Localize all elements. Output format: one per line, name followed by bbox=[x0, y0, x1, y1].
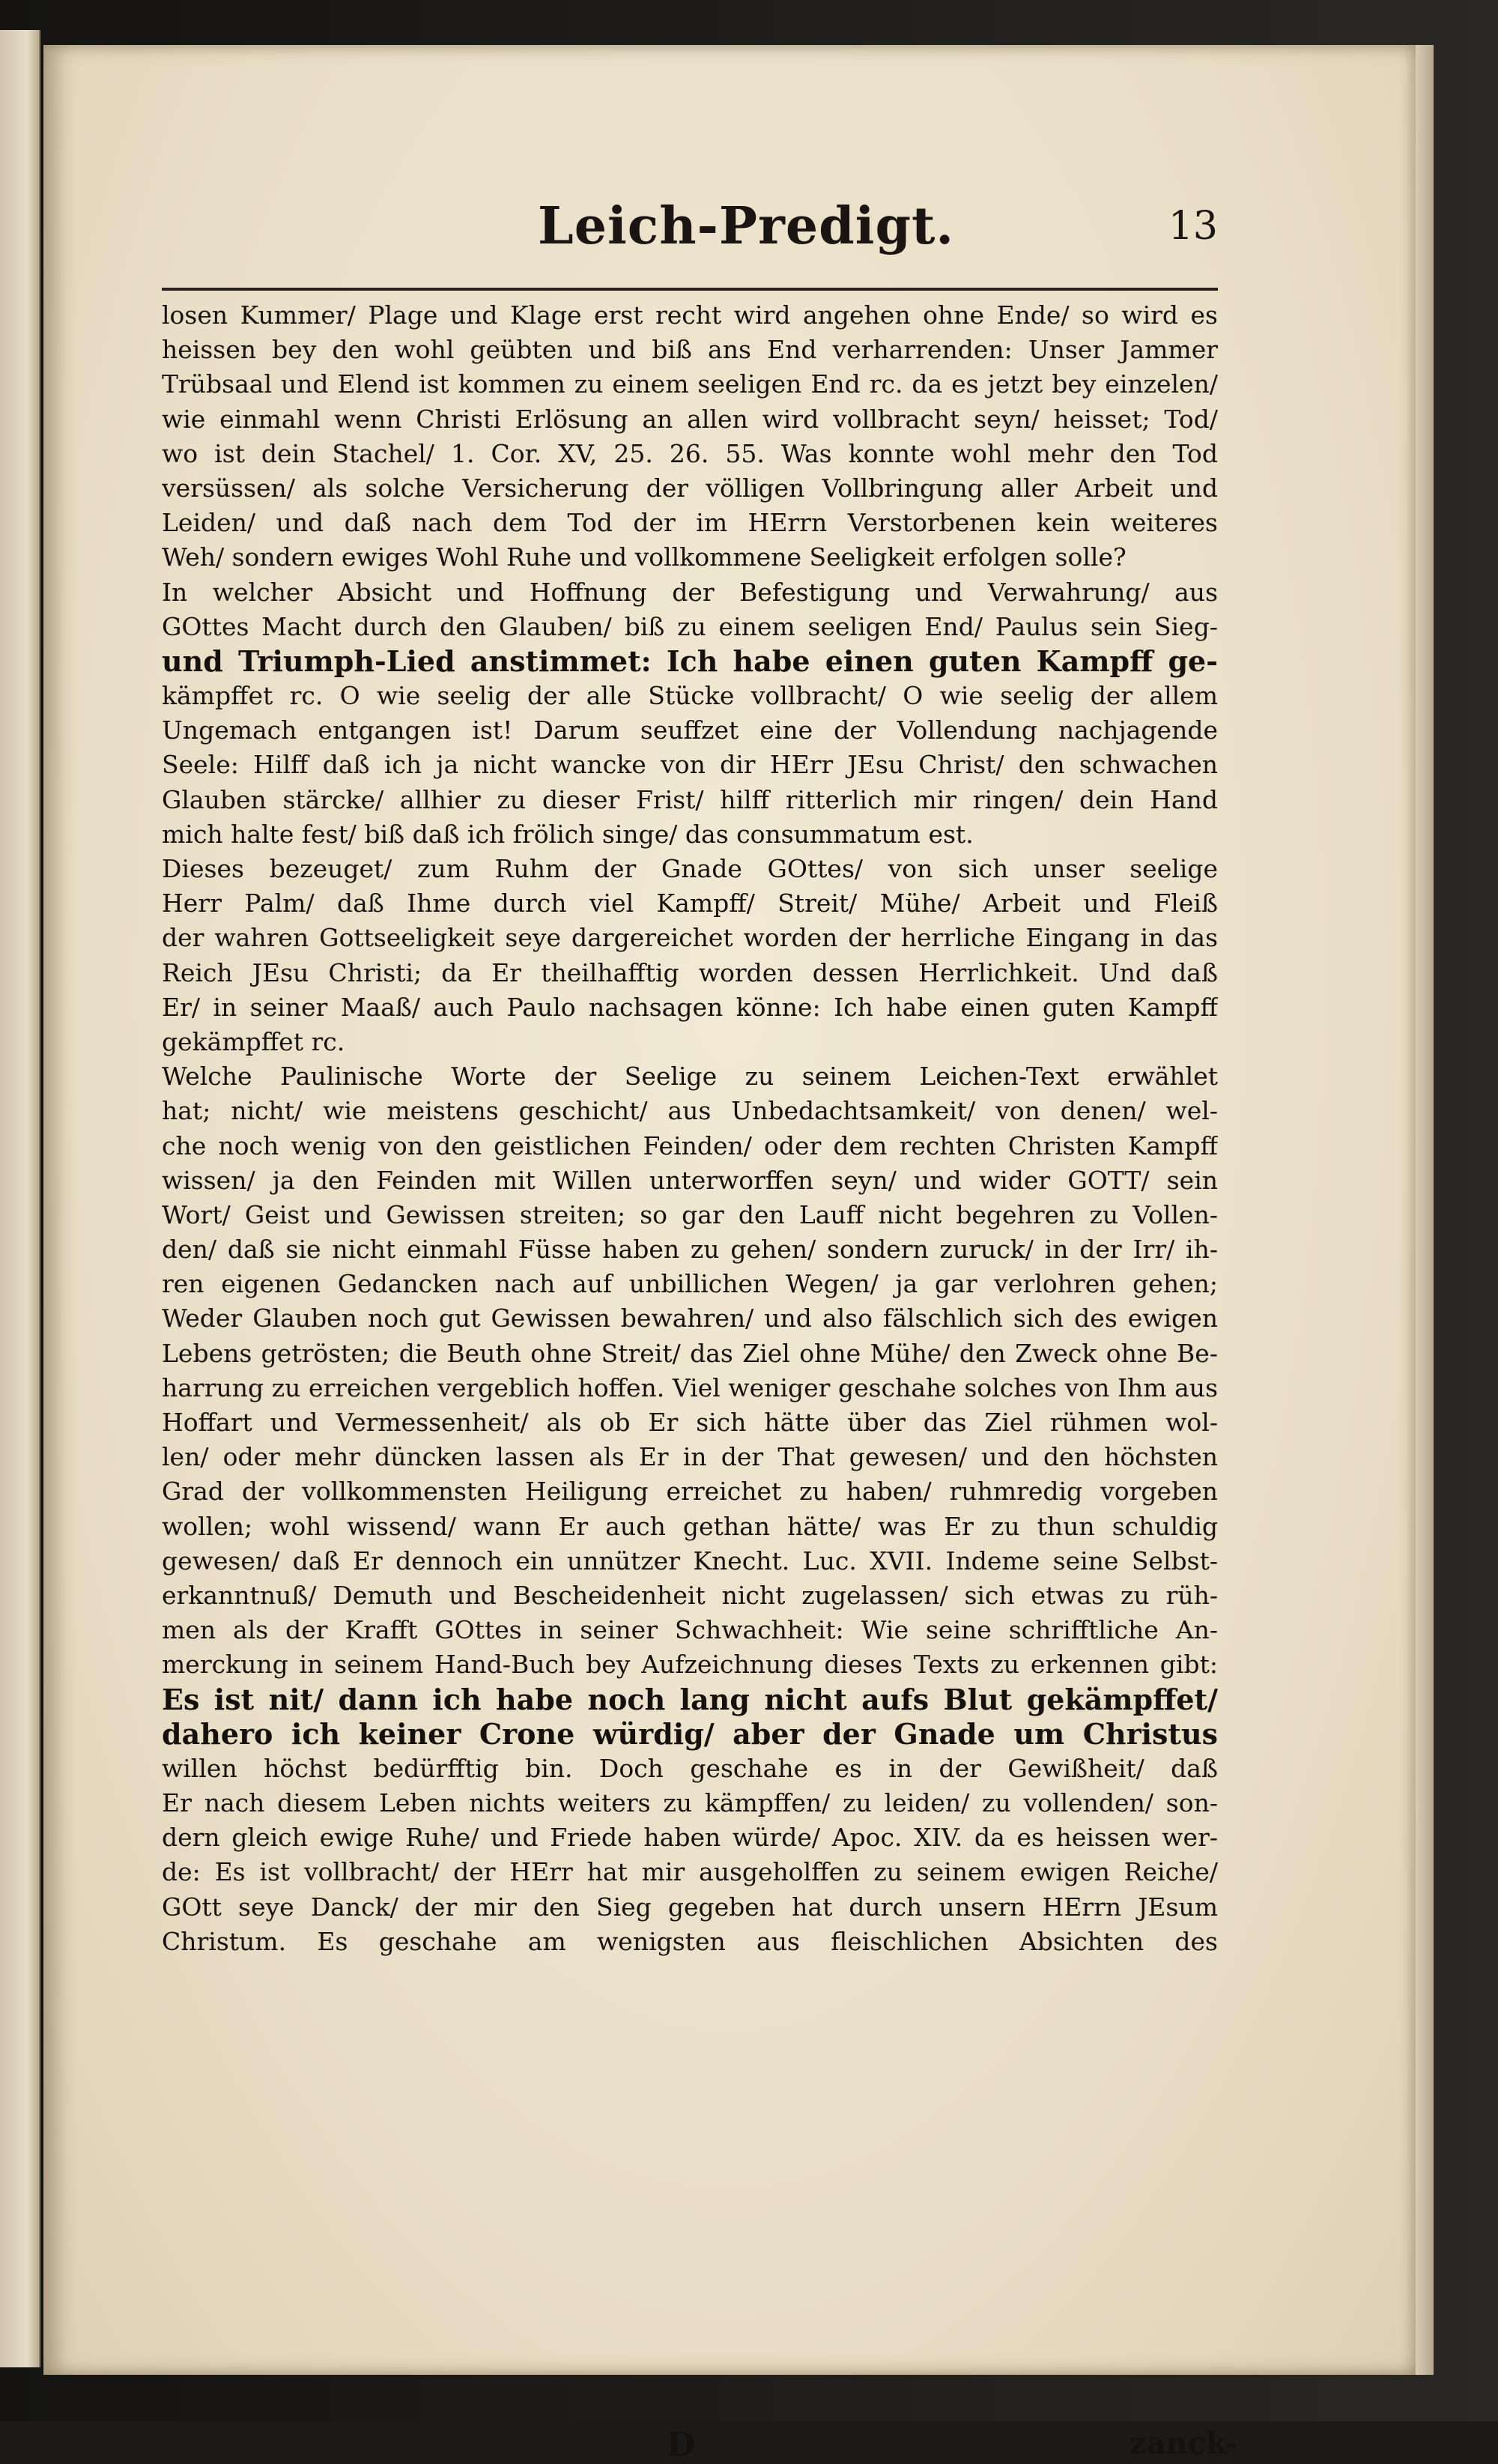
text-line: GOtt seye Danck/ der mir den Sieg gegeben hat durch unsern HErrn JEsum bbox=[162, 1892, 1218, 1922]
text-line: gewesen/ daß Er dennoch ein unnützer Knecht. Luc. XVII. Indeme seine Selbst- bbox=[162, 1546, 1218, 1575]
text-line: hat; nicht/ wie meistens geschicht/ aus Unbedachtsamkeit/ von denen/ wel- bbox=[162, 1096, 1218, 1126]
page-stack-edge bbox=[1414, 45, 1434, 2375]
text-line: Herr Palm/ daß Ihme durch viel Kampff/ Streit/ Mühe/ Arbeit und Fleiß bbox=[162, 889, 1218, 918]
catchword: zanck- bbox=[1129, 2426, 1238, 2461]
text-line: wo ist dein Stachel/ 1. Cor. XV, 25. 26. 55. Was konnte wohl mehr den Tod bbox=[162, 438, 1218, 468]
text-line: Leiden/ und daß nach dem Tod der im HErrn Verstorbenen kein weiteres bbox=[162, 508, 1218, 538]
text-line: wollen; wohl wissend/ wann Er auch gethan hätte/ was Er zu thun schuldig bbox=[162, 1511, 1218, 1541]
text-line: Weder Glauben noch gut Gewissen bewahren/ und also fälschlich sich des ewigen bbox=[162, 1304, 1218, 1334]
text-line: losen Kummer/ Plage und Klage erst recht wird angehen ohne Ende/ so wird es bbox=[162, 300, 1218, 330]
text-line: Trübsaal und Elend ist kommen zu einem seeligen End rc. da es jetzt bey einzelen/ bbox=[162, 369, 1218, 399]
text-line: che noch wenig von den geistlichen Feinden/ oder dem rechten Christen Kampff bbox=[162, 1130, 1218, 1160]
text-line: Hoffart und Vermessenheit/ als ob Er sich hätte über das Ziel rühmen wol- bbox=[162, 1408, 1218, 1437]
text-line: Grad der vollkommensten Heiligung erreichet zu haben/ ruhmredig vorgeben bbox=[162, 1477, 1218, 1507]
text-line: Er/ in seiner Maaß/ auch Paulo nachsagen könne: Ich habe einen guten Kampff bbox=[162, 992, 1218, 1022]
text-line: heissen bey den wohl geübten und biß ans End verharrenden: Unser Jammer bbox=[162, 335, 1218, 365]
text-line: Reich JEsu Christi; da Er theilhafftig worden dessen Herrlichkeit. Und daß bbox=[162, 957, 1218, 987]
page-number: 13 bbox=[1168, 204, 1218, 249]
text-line: erkanntnuß/ Demuth und Bescheidenheit nicht zugelassen/ sich etwas zu rüh- bbox=[162, 1580, 1218, 1610]
text-line: mich halte fest/ biß daß ich frölich singe/ das consummatum est. bbox=[162, 819, 974, 849]
text-line: Welche Paulinische Worte der Seelige zu seinem Leichen-Text erwählet bbox=[162, 1062, 1218, 1092]
text-line: Glauben stärcke/ allhier zu dieser Frist/ hilff ritterlich mir ringen/ dein Hand bbox=[162, 784, 1218, 814]
text-line: Ungemach entgangen ist! Darum seuffzet eine der Vollendung nachjagende bbox=[162, 715, 1218, 745]
text-line: der wahren Gottseeligkeit seye dargereichet worden der herrliche Eingang in das bbox=[162, 923, 1218, 953]
text-line: und Triumph-Lied anstimmet: Ich habe einen guten Kampff ge- bbox=[162, 644, 1218, 678]
text-line: In welcher Absicht und Hoffnung der Befestigung und Verwahrung/ aus bbox=[162, 577, 1218, 607]
text-line: willen höchst bedürfftig bin. Doch geschahe es in der Gewißheit/ daß bbox=[162, 1753, 1218, 1783]
text-line: merckung in seinem Hand-Buch bey Aufzeichnung dieses Texts zu erkennen gibt: bbox=[162, 1650, 1218, 1680]
text-line: Wort/ Geist und Gewissen streiten; so gar den Lauff nicht begehren zu Vollen- bbox=[162, 1199, 1218, 1229]
text-line: men als der Krafft GOttes in seiner Schwachheit: Wie seine schrifftliche An- bbox=[162, 1615, 1218, 1645]
text-line: Dieses bezeuget/ zum Ruhm der Gnade GOttes/ von sich unser seelige bbox=[162, 854, 1218, 883]
text-line: de: Es ist vollbracht/ der HErr hat mir ausgeholffen zu seinem ewigen Reiche/ bbox=[162, 1857, 1218, 1887]
text-line: wie einmahl wenn Christi Erlösung an allen wird vollbracht seyn/ heisset; Tod/ bbox=[162, 404, 1218, 434]
text-line: Christum. Es geschahe am wenigsten aus fleischlichen Absichten des bbox=[162, 1926, 1218, 1956]
page-header bbox=[162, 196, 1218, 279]
text-line: GOttes Macht durch den Glauben/ biß zu einem seeligen End/ Paulus sein Sieg- bbox=[162, 611, 1218, 641]
text-line: gekämpffet rc. bbox=[162, 1026, 345, 1056]
text-line: versüssen/ als solche Versicherung der völligen Vollbringung aller Arbeit und bbox=[162, 473, 1218, 503]
text-line: Weh/ sondern ewiges Wohl Ruhe und vollkommene Seeligkeit erfolgen solle? bbox=[162, 542, 1126, 572]
text-line: dern gleich ewige Ruhe/ und Friede haben würde/ Apoc. XIV. da es heissen wer- bbox=[162, 1823, 1218, 1853]
running-head: Leich-Predigt. bbox=[537, 196, 955, 256]
header-rule bbox=[162, 288, 1218, 291]
text-line: len/ oder mehr düncken lassen als Er in der That gewesen/ und den höchsten bbox=[162, 1442, 1218, 1472]
text-line: Seele: Hilff daß ich ja nicht wancke von dir HErr JEsu Christ/ den schwachen bbox=[162, 750, 1218, 780]
text-line: dahero ich keiner Crone würdig/ aber der Gnade um Christus bbox=[162, 1716, 1218, 1751]
text-line: Lebens getrösten; die Beuth ohne Streit/ das Ziel ohne Mühe/ den Zweck ohne Be- bbox=[162, 1338, 1218, 1368]
text-line: Es ist nit/ dann ich habe noch lang nicht aufs Blut gekämpffet/ bbox=[162, 1682, 1218, 1716]
text-line: harrung zu erreichen vergeblich hoffen. Viel weniger geschahe solches von Ihm aus bbox=[162, 1372, 1218, 1402]
sermon-text bbox=[162, 298, 1218, 1959]
text-line: kämpffet rc. O wie seelig der alle Stücke vollbracht/ O wie seelig der allem bbox=[162, 681, 1218, 711]
text-line: wissen/ ja den Feinden mit Willen unterworffen seyn/ und wider GOTT/ sein bbox=[162, 1165, 1218, 1195]
text-line: den/ daß sie nicht einmahl Füsse haben zu gehen/ sondern zuruck/ in der Irr/ ih- bbox=[162, 1235, 1218, 1265]
text-line: ren eigenen Gedancken nach auf unbillichen Wegen/ ja gar verlohren gehen; bbox=[162, 1269, 1218, 1299]
facing-page-edge bbox=[0, 30, 40, 2367]
signature-mark: D bbox=[667, 2426, 696, 2464]
text-line: Er nach diesem Leben nichts weiters zu kämpffen/ zu leiden/ zu vollenden/ son- bbox=[162, 1788, 1218, 1818]
